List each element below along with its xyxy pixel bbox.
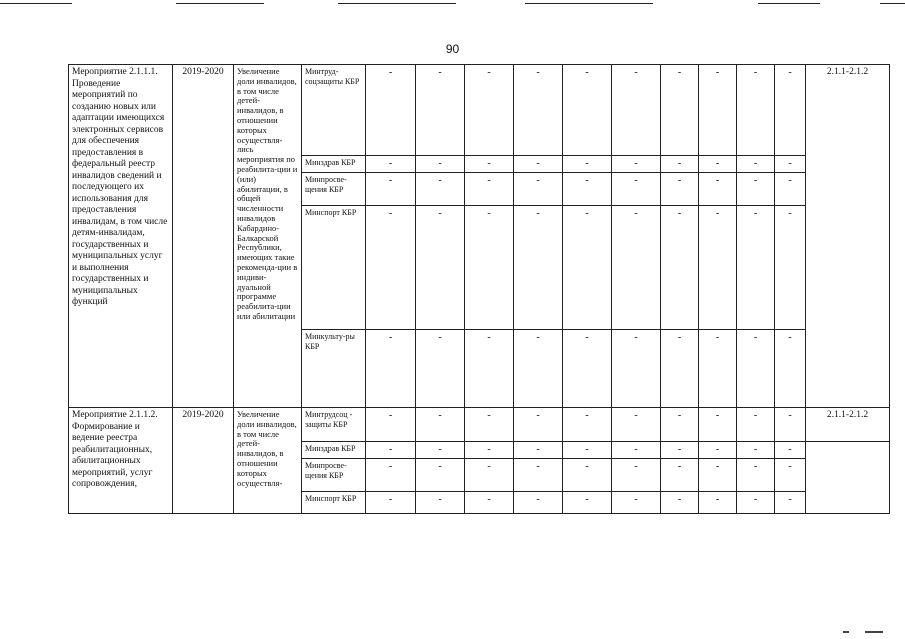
top-rule [758,3,820,4]
value-cell: - [563,65,612,156]
value-cell: - [563,492,612,514]
value-cell: - [775,408,806,442]
value-cell: - [612,442,661,459]
executor-cell: Минтруд-соцзащиты КБР [302,65,366,156]
value-cell: - [775,442,806,459]
value-cell: - [661,459,699,492]
value-cell: - [465,492,514,514]
value-cell: - [465,173,514,206]
value-cell: - [563,442,612,459]
value-cell: - [563,459,612,492]
top-rule [525,3,653,4]
value-cell: - [563,206,612,330]
table-row [69,65,890,156]
value-cell: - [465,156,514,173]
value-cell: - [737,459,775,492]
scan-mark [843,631,883,633]
executor-cell: Минпросве-щения КБР [302,173,366,206]
value-cell: - [775,492,806,514]
value-cell: - [514,408,563,442]
value-cell: - [416,330,465,408]
value-cell: - [416,156,465,173]
value-cell: - [737,492,775,514]
table-row [69,408,890,442]
value-cell: - [612,459,661,492]
page-number: 90 [445,42,460,56]
value-cell: - [514,65,563,156]
value-cell: - [661,156,699,173]
value-cell: - [612,156,661,173]
value-cell: - [514,492,563,514]
years-cell: 2019-2020 [173,65,234,408]
value-cell: - [366,156,416,173]
indicator-cell: Увеличение доли инвалидов, в том числе детей-инвалидов, в отношении которых осуществля- [234,408,302,514]
value-cell: - [612,206,661,330]
value-cell: - [737,442,775,459]
executor-cell: Минспорт КБР [302,206,366,330]
top-rule [338,3,456,4]
value-cell: - [514,442,563,459]
value-cell: - [737,65,775,156]
top-rule [880,3,905,4]
value-cell: - [366,408,416,442]
value-cell: - [699,156,737,173]
value-cell: - [612,330,661,408]
value-cell: - [416,408,465,442]
value-cell: - [737,206,775,330]
reference-cell-empty [806,442,890,514]
value-cell: - [661,408,699,442]
top-rule [176,3,264,4]
executor-cell: Минспорт КБР [302,492,366,514]
value-cell: - [699,206,737,330]
measure-cell: Мероприятие 2.1.1.2. Формирование и ведение реестра реабилитационных, абилитационных мероприятий, услуг сопровождения, [69,408,173,514]
value-cell: - [563,330,612,408]
years-cell: 2019-2020 [173,408,234,514]
value-cell: - [661,442,699,459]
value-cell: - [775,65,806,156]
value-cell: - [416,442,465,459]
value-cell: - [699,173,737,206]
value-cell: - [612,408,661,442]
value-cell: - [366,206,416,330]
value-cell: - [775,156,806,173]
value-cell: - [699,459,737,492]
value-cell: - [699,330,737,408]
value-cell: - [416,492,465,514]
value-cell: - [737,330,775,408]
executor-cell: Минтрудсоц - защиты КБР [302,408,366,442]
value-cell: - [612,65,661,156]
value-cell: - [699,65,737,156]
value-cell: - [737,173,775,206]
value-cell: - [416,65,465,156]
value-cell: - [661,492,699,514]
value-cell: - [563,408,612,442]
value-cell: - [465,206,514,330]
indicator-cell: Увеличение доли инвалидов, в том числе детей-инвалидов, в отношении которых осуществля-лись мероприятия по реабилита-ции и (или) абилитации, в общей численности инвалидов Кабардино-Балкарской Республики, имеющих такие рекоменда-ции в индиви-дуальной программе реабилита-ции или абилитации [234,65,302,408]
value-cell: - [737,408,775,442]
value-cell: - [465,442,514,459]
value-cell: - [465,408,514,442]
measure-cell: Мероприятие 2.1.1.1. Проведение мероприятий по созданию новых или адаптации имеющихся электронных сервисов для обеспечения предоставления в федеральный реестр инвалидов сведений и последующего их использования для предоставления инвалидам, в том числе детям-инвалидам, государственных и муниципальных услуг и выполнения государственных и муниципальных функций [69,65,173,408]
value-cell: - [366,330,416,408]
value-cell: - [775,330,806,408]
value-cell: - [661,173,699,206]
executor-cell: Минкульту-ры КБР [302,330,366,408]
value-cell: - [563,173,612,206]
value-cell: - [366,442,416,459]
value-cell: - [514,330,563,408]
reference-cell: 2.1.1-2.1.2 [806,65,890,408]
value-cell: - [699,492,737,514]
value-cell: - [366,459,416,492]
value-cell: - [465,330,514,408]
value-cell: - [465,65,514,156]
executor-cell: Минпросве-щения КБР [302,459,366,492]
value-cell: - [612,492,661,514]
value-cell: - [514,459,563,492]
value-cell: - [563,156,612,173]
executor-cell: Минздрав КБР [302,156,366,173]
value-cell: - [699,442,737,459]
value-cell: - [775,173,806,206]
reference-cell: 2.1.1-2.1.2 [806,408,890,442]
top-rule [0,3,72,4]
value-cell: - [737,156,775,173]
value-cell: - [661,330,699,408]
value-cell: - [661,206,699,330]
value-cell: - [661,65,699,156]
value-cell: - [612,173,661,206]
value-cell: - [366,492,416,514]
value-cell: - [514,206,563,330]
value-cell: - [465,459,514,492]
value-cell: - [366,173,416,206]
value-cell: - [699,408,737,442]
value-cell: - [514,173,563,206]
value-cell: - [416,459,465,492]
value-cell: - [514,156,563,173]
value-cell: - [416,206,465,330]
value-cell: - [416,173,465,206]
value-cell: - [366,65,416,156]
executor-cell: Минздрав КБР [302,442,366,459]
activities-table [68,64,890,514]
value-cell: - [775,206,806,330]
value-cell: - [775,459,806,492]
